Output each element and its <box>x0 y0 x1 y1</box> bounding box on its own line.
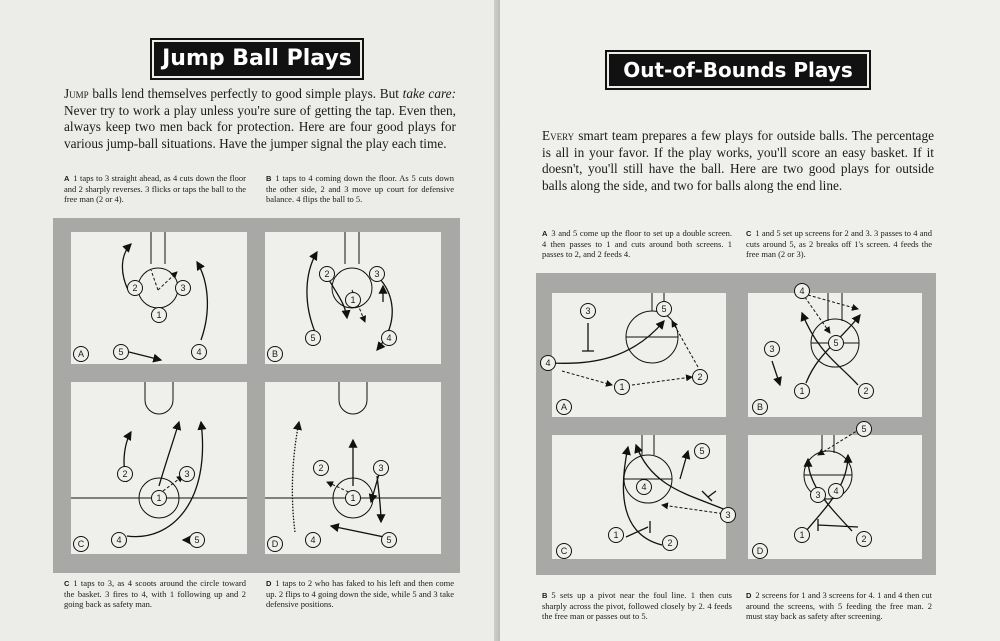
player-5: 5 <box>381 532 397 548</box>
diagram-label: B <box>267 346 283 362</box>
caption-c <box>746 228 932 259</box>
intro-emphasis: take care: <box>402 86 456 101</box>
intro-text-1: balls lend themselves perfectly to good simple plays. But <box>88 86 403 101</box>
intro-text: smart team prepares a few plays for outside balls. The percentage is all in your favor. If the play works, you'll score an easy basket. If it doesn't, you'll still have the ball. Here are two good plays for outside balls along the side, and two for balls along the end line. <box>542 128 934 193</box>
caption-d <box>746 590 932 621</box>
caption-letter: D <box>746 591 752 600</box>
diagram-label: B <box>752 399 768 415</box>
player-2: 2 <box>319 266 335 282</box>
player-3: 3 <box>764 341 780 357</box>
caption-text: 3 and 5 come up the floor to set up a double screen. 4 then passes to 1 and cuts around both screens. 1 passes to 2, and 2 feeds 4. <box>542 228 732 259</box>
player-5: 5 <box>856 421 872 437</box>
player-3: 3 <box>720 507 736 523</box>
jump-ball-diagram-panel <box>53 218 460 573</box>
player-4: 4 <box>636 479 652 495</box>
court-diagram-d <box>748 424 922 559</box>
caption-text: 2 screens for 1 and 3 screens for 4. 1 and 4 then cut around the screens, with 5 feeding the free man. 2 must stay back as safety after screening. <box>746 590 932 621</box>
diagram-c-drawing <box>71 382 247 554</box>
player-4: 4 <box>540 355 556 371</box>
diagram-label: C <box>556 543 572 559</box>
caption-c <box>64 578 246 609</box>
caption-b <box>542 590 732 621</box>
jump-ball-intro <box>64 86 456 152</box>
diagram-d-drawing <box>265 382 441 554</box>
diagram-label: D <box>752 543 768 559</box>
caption-letter: B <box>542 591 548 600</box>
court-diagram-c <box>71 382 247 554</box>
caption-b <box>266 173 454 204</box>
player-5: 5 <box>656 301 672 317</box>
jump-ball-title: Jump Ball Plays <box>150 38 364 80</box>
player-1: 1 <box>794 527 810 543</box>
caption-a <box>542 228 732 259</box>
player-3: 3 <box>373 460 389 476</box>
right-page <box>500 0 1000 641</box>
court-diagram-a <box>545 293 726 417</box>
intro-text-2: Never try to work a play unless you're sure of getting the tap. Even then, always keep two men back for protection. Here are four good plays for various jump-ball situations. Have the jumper signal the play each time. <box>64 102 456 151</box>
player-3: 3 <box>369 266 385 282</box>
caption-text: 1 taps to 4 coming down the floor. As 5 cuts down the other side, 2 and 3 move up court for defensive balance. 4 flips the ball to 5. <box>266 173 454 204</box>
player-2: 2 <box>692 369 708 385</box>
diagram-label: D <box>267 536 283 552</box>
diagram-a-drawing <box>71 232 247 364</box>
caption-letter: D <box>266 579 272 588</box>
player-2: 2 <box>856 531 872 547</box>
player-1: 1 <box>794 383 810 399</box>
caption-letter: A <box>64 174 70 183</box>
out-of-bounds-diagram-panel <box>536 273 936 575</box>
diagram-label: A <box>556 399 572 415</box>
player-3: 3 <box>580 303 596 319</box>
caption-text: 1 taps to 3, as 4 scoots around the circle toward the basket. 3 fires to 4, with 1 following up and 2 going back as safety man. <box>64 578 246 609</box>
player-4: 4 <box>828 483 844 499</box>
diagram-a-drawing <box>552 293 726 417</box>
player-1: 1 <box>345 292 361 308</box>
player-5: 5 <box>305 330 321 346</box>
player-4: 4 <box>305 532 321 548</box>
out-of-bounds-title: Out-of-Bounds Plays <box>605 50 871 90</box>
court-diagram-d <box>265 382 441 554</box>
caption-letter: C <box>64 579 70 588</box>
player-1: 1 <box>608 527 624 543</box>
diagram-label: A <box>73 346 89 362</box>
player-3: 3 <box>179 466 195 482</box>
player-2: 2 <box>127 280 143 296</box>
player-5: 5 <box>694 443 710 459</box>
court-diagram-c <box>552 435 731 559</box>
player-4: 4 <box>191 344 207 360</box>
player-4: 4 <box>381 330 397 346</box>
out-of-bounds-intro <box>542 128 934 194</box>
player-1: 1 <box>151 307 167 323</box>
player-1: 1 <box>345 490 361 506</box>
intro-lead: Every <box>542 128 575 143</box>
caption-text: 1 and 5 set up screens for 2 and 3. 3 passes to 4 and cuts around 5, as 2 breaks off 1's screen. 4 feeds the free man (2 or 3). <box>746 228 932 259</box>
court-diagram-b <box>748 286 922 417</box>
diagram-label: C <box>73 536 89 552</box>
player-5: 5 <box>189 532 205 548</box>
caption-letter: C <box>746 229 752 238</box>
player-4: 4 <box>794 283 810 299</box>
player-2: 2 <box>313 460 329 476</box>
caption-d <box>266 578 454 609</box>
player-4: 4 <box>111 532 127 548</box>
player-1: 1 <box>614 379 630 395</box>
player-3: 3 <box>175 280 191 296</box>
player-2: 2 <box>662 535 678 551</box>
intro-lead: Jump <box>64 86 89 101</box>
court-diagram-a <box>71 232 247 364</box>
player-2: 2 <box>858 383 874 399</box>
caption-letter: A <box>542 229 548 238</box>
caption-a <box>64 173 246 204</box>
caption-text: 1 taps to 2 who has faked to his left and then come up. 2 flips to 4 going down the side, while 5 and 3 take defensive positions. <box>266 578 454 609</box>
court-diagram-b <box>265 232 441 364</box>
caption-letter: B <box>266 174 272 183</box>
player-2: 2 <box>117 466 133 482</box>
player-5: 5 <box>828 335 844 351</box>
caption-text: 5 sets up a pivot near the foul line. 1 then cuts sharply across the pivot, followed closely by 2. 4 feeds the free man or passes out to 5. <box>542 590 732 621</box>
caption-text: 1 taps to 3 straight ahead, as 4 cuts down the floor and 2 sharply reverses. 3 flicks or taps the ball to the free man (2 or 4). <box>64 173 246 204</box>
player-1: 1 <box>151 490 167 506</box>
player-5: 5 <box>113 344 129 360</box>
player-3: 3 <box>810 487 826 503</box>
